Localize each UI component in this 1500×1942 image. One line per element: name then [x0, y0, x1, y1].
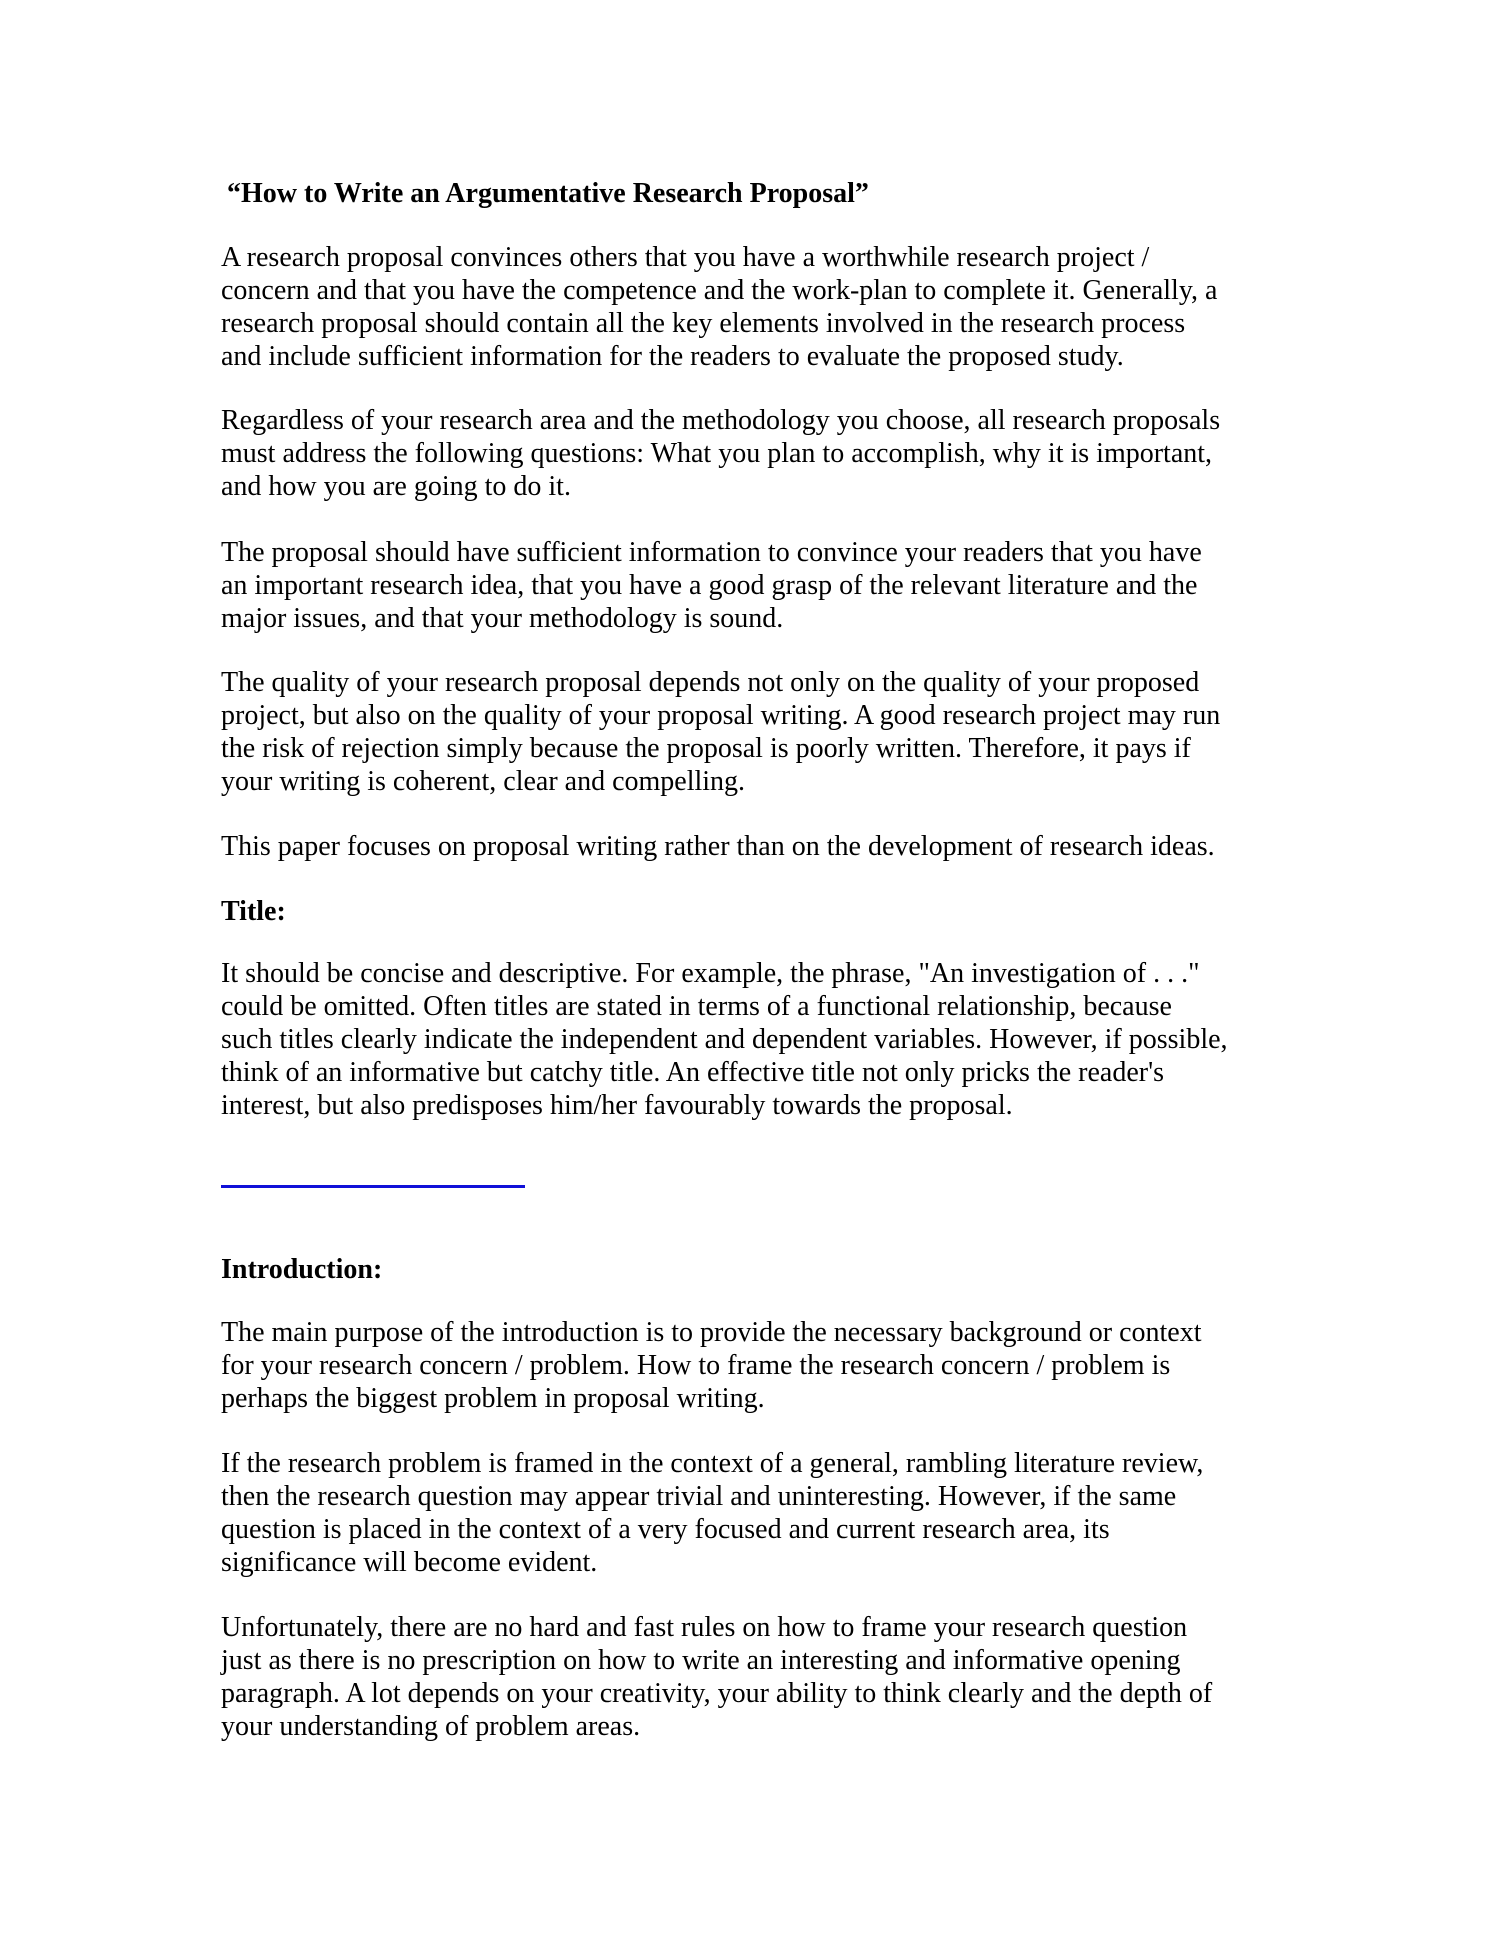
paragraph-line: an important research idea, that you have a good grasp of the relevant literature and the [221, 570, 1198, 601]
horizontal-divider [221, 1185, 525, 1188]
paragraph-line: It should be concise and descriptive. For example, the phrase, "An investigation of . . ." [221, 958, 1200, 989]
paragraph-line: The proposal should have sufficient information to convince your readers that you have [221, 537, 1202, 568]
paragraph-introduction-purpose [221, 1316, 1321, 1415]
paragraph-line: paragraph. A lot depends on your creativity, your ability to think clearly and the depth of [221, 1678, 1213, 1709]
paragraph-line: A research proposal convinces others that you have a worthwhile research project / [221, 242, 1150, 273]
paragraph-line: interest, but also predisposes him/her favourably towards the proposal. [221, 1090, 1013, 1121]
document-title [227, 177, 1327, 210]
paragraph-line: and include sufficient information for the readers to evaluate the proposed study. [221, 341, 1124, 372]
paragraph-no-hard-rules [221, 1611, 1321, 1743]
paragraph-line: think of an informative but catchy title. An effective title not only pricks the reader's [221, 1057, 1165, 1088]
paragraph-line: The main purpose of the introduction is to provide the necessary background or context [221, 1317, 1202, 1348]
paragraph-line: major issues, and that your methodology is sound. [221, 603, 784, 634]
paragraph-line: your understanding of problem areas. [221, 1711, 641, 1742]
paragraph-paper-focus [221, 830, 1321, 863]
paragraph-line: significance will become evident. [221, 1547, 598, 1578]
paragraph-line: Unfortunately, there are no hard and fast rules on how to frame your research question [221, 1612, 1188, 1643]
paragraph-line: then the research question may appear trivial and uninteresting. However, if the same [221, 1481, 1177, 1512]
section-heading-title [221, 895, 1321, 928]
paragraph-key-questions [221, 404, 1321, 503]
paragraph-line: question is placed in the context of a very focused and current research area, its [221, 1514, 1110, 1545]
paragraph-line: the risk of rejection simply because the proposal is poorly written. Therefore, it pays if [221, 733, 1191, 764]
paragraph-framing-context [221, 1447, 1321, 1579]
section-heading-text: Introduction: [221, 1254, 383, 1285]
paragraph-research-proposal-definition [221, 241, 1321, 373]
paragraph-line: must address the following questions: What you plan to accomplish, why it is important, [221, 438, 1213, 469]
document-title-text: “How to Write an Argumentative Research Proposal” [227, 178, 869, 209]
paragraph-line: such titles clearly indicate the independent and dependent variables. However, if possible, [221, 1024, 1228, 1055]
paragraph-writing-quality [221, 666, 1321, 798]
paragraph-line: for your research concern / problem. How to frame the research concern / problem is [221, 1350, 1171, 1381]
paragraph-line: This paper focuses on proposal writing rather than on the development of research ideas. [221, 831, 1215, 862]
paragraph-line: and how you are going to do it. [221, 471, 571, 502]
paragraph-line: concern and that you have the competence and the work-plan to complete it. Generally, a [221, 275, 1218, 306]
section-heading-introduction [221, 1253, 1321, 1286]
paragraph-line: The quality of your research proposal depends not only on the quality of your proposed [221, 667, 1200, 698]
paragraph-line: just as there is no prescription on how to write an interesting and informative opening [221, 1645, 1181, 1676]
paragraph-sufficient-information [221, 536, 1321, 635]
paragraph-line: Regardless of your research area and the methodology you choose, all research proposals [221, 405, 1221, 436]
paragraph-line: If the research problem is framed in the context of a general, rambling literature review, [221, 1448, 1204, 1479]
section-heading-text: Title: [221, 896, 286, 927]
paragraph-line: research proposal should contain all the key elements involved in the research process [221, 308, 1186, 339]
paragraph-title-guidance [221, 957, 1321, 1122]
paragraph-line: perhaps the biggest problem in proposal writing. [221, 1383, 765, 1414]
paragraph-line: could be omitted. Often titles are stated in terms of a functional relationship, because [221, 991, 1172, 1022]
paragraph-line: your writing is coherent, clear and compelling. [221, 766, 746, 797]
paragraph-line: project, but also on the quality of your proposal writing. A good research project may run [221, 700, 1221, 731]
